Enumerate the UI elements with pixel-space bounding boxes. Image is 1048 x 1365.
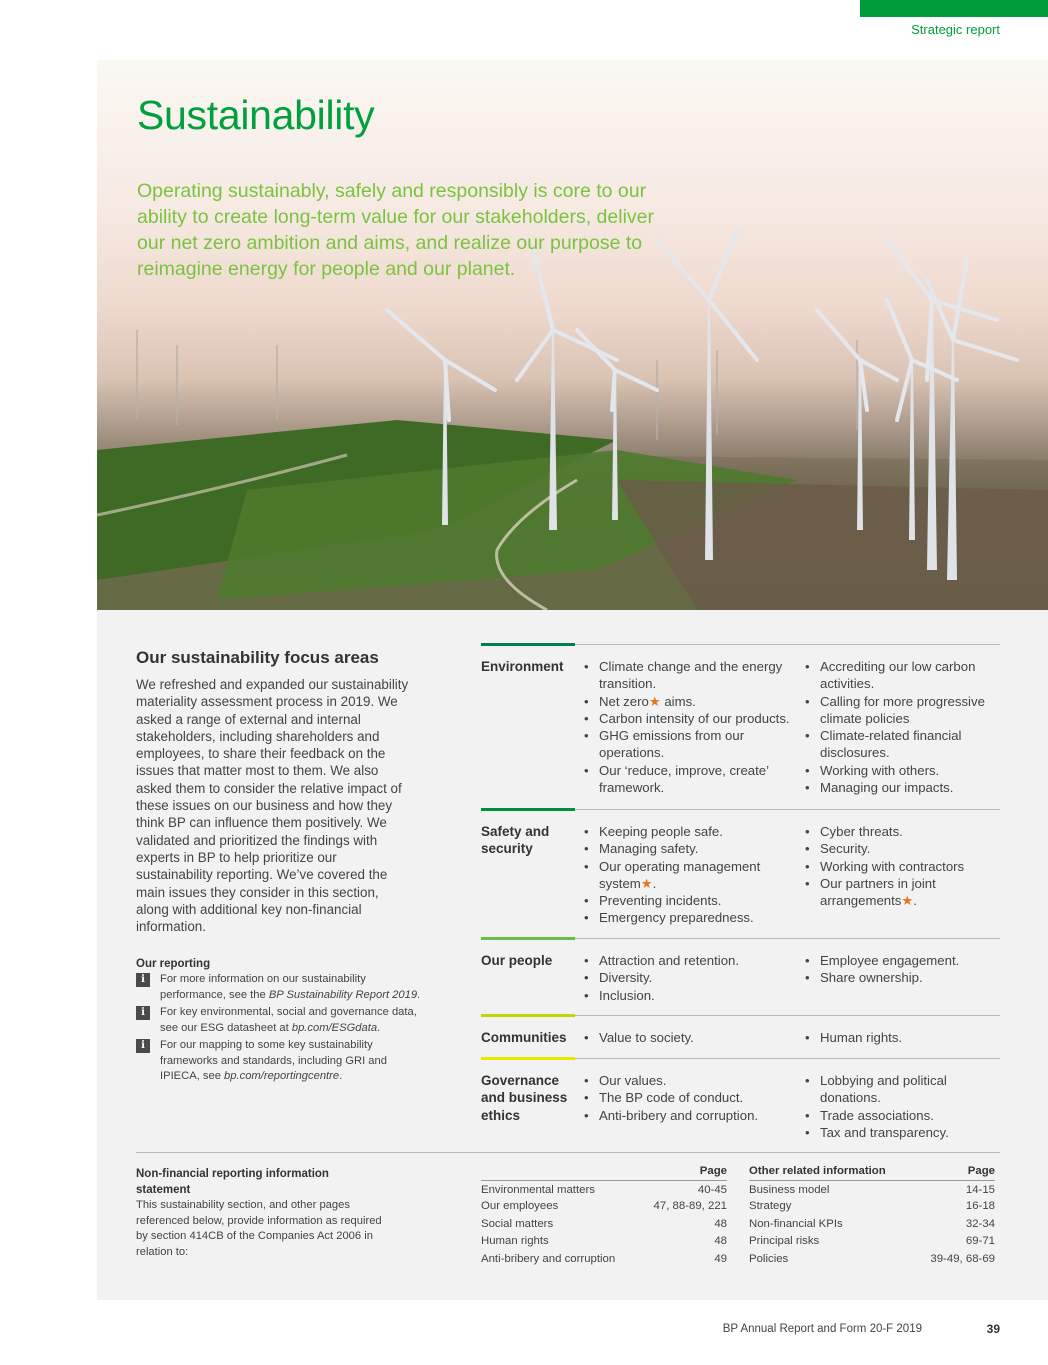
focus-area-item: • Climate change and the energy transition. xyxy=(583,658,801,693)
focus-area-list-left xyxy=(583,1072,801,1124)
topic-cell: Strategy xyxy=(749,1200,792,1213)
focus-area-item: • Cyber threats. xyxy=(804,823,1000,840)
reporting-item: i For our mapping to some key sustainability frameworks and standards, including GRI and IPIECA, see bp.com/reportingcentre. xyxy=(136,1038,426,1085)
esg-data-link[interactable]: bp.com/ESGdata xyxy=(291,1021,378,1034)
page-cell: 39-49, 68-69 xyxy=(930,1252,995,1265)
focus-area-list-right xyxy=(804,823,1000,909)
table-row xyxy=(749,1180,995,1198)
focus-area-item: • Tax and transparency. xyxy=(804,1124,1000,1141)
table-row xyxy=(481,1180,727,1198)
focus-area-item: • GHG emissions from our operations. xyxy=(583,727,801,762)
focus-area-title: Communities xyxy=(481,1030,567,1045)
topic-cell: Business model xyxy=(749,1184,830,1196)
page-cell: 47, 88-89, 221 xyxy=(653,1200,727,1213)
section-tab xyxy=(860,0,1048,17)
focus-area-item: • Share ownership. xyxy=(804,969,1000,986)
topic-cell: Anti-bribery and corruption xyxy=(481,1252,616,1265)
info-icon: i xyxy=(136,1006,150,1020)
glossary-star-icon: ★ xyxy=(640,875,653,891)
page-title: Sustainability xyxy=(137,92,375,138)
focus-area-item: • Working with contractors xyxy=(804,858,1000,875)
table-row xyxy=(749,1250,995,1268)
our-reporting xyxy=(136,958,426,1087)
section-label: Strategic report xyxy=(911,22,1000,37)
focus-area-list-left xyxy=(583,823,801,927)
non-financial-statement xyxy=(136,1167,386,1260)
focus-area-item: • Working with others. xyxy=(804,762,1000,779)
focus-area-list-right xyxy=(804,658,1000,796)
focus-area-list-left xyxy=(583,952,801,1004)
focus-area-item: • Diversity. xyxy=(583,969,801,986)
area-color-bar xyxy=(481,1057,575,1060)
table-row xyxy=(749,1215,995,1233)
section-divider xyxy=(136,1152,1000,1153)
reference-link[interactable]: BP Sustainability Report 2019 xyxy=(268,988,418,1001)
non-financial-body: This sustainability section, and other pages referenced below, provide information as required by section 414CB of the Companies Act 2006 in relation to: xyxy=(136,1199,382,1258)
page-cell: 49 xyxy=(714,1252,727,1265)
area-color-bar xyxy=(481,643,575,646)
focus-areas-body: We refreshed and expanded our sustainability materiality assessment process in 2019. We asked a range of external and internal stakeholders, including shareholders and employees, to share their feedback on the issues that matter most to them. We also asked them to consider the relative impact of these issues on our business and how they think BP can influence them positively. We validated and prioritized the findings with experts in BP to help prioritize our sustainability reporting. We’ve covered the main issues they consider in this section, along with additional key non-financial information. xyxy=(136,677,409,935)
page-number: 39 xyxy=(986,1322,1000,1336)
table-row xyxy=(749,1233,995,1251)
area-color-bar xyxy=(481,808,575,811)
focus-area-item: • Trade associations. xyxy=(804,1107,1000,1124)
focus-area-people xyxy=(481,938,1000,1015)
focus-area-item: • Climate-related financial disclosures. xyxy=(804,727,1000,762)
focus-area-item: • Our ‘reduce, improve, create’ framework. xyxy=(583,762,801,797)
topic-cell: Human rights xyxy=(481,1235,549,1248)
focus-area-title: Our people xyxy=(481,953,553,968)
focus-area-list-right xyxy=(804,1072,1000,1141)
focus-areas-list xyxy=(481,644,1000,1148)
focus-area-item: • Accrediting our low carbon activities. xyxy=(804,658,1000,693)
focus-area-list-left xyxy=(583,658,801,796)
focus-area-title: Safety and security xyxy=(481,824,550,857)
page-cell: 32-34 xyxy=(965,1217,995,1230)
table-row xyxy=(481,1198,727,1216)
focus-area-item: • Managing safety. xyxy=(583,840,801,857)
focus-area-governance xyxy=(481,1058,1000,1148)
page-cell: 69-71 xyxy=(965,1235,995,1248)
focus-area-environment xyxy=(481,644,1000,809)
table-header: Page xyxy=(640,1160,727,1180)
page-cell: 16-18 xyxy=(965,1200,995,1213)
glossary-star-icon: ★ xyxy=(901,893,914,909)
focus-area-list-left xyxy=(583,1029,801,1046)
topic-cell: Our employees xyxy=(481,1200,559,1213)
info-icon: i xyxy=(136,973,150,987)
publication-title: BP Annual Report and Form 20-F 2019 xyxy=(722,1323,922,1335)
reporting-item: i For more information on our sustainability performance, see the BP Sustainability Report 2019. xyxy=(136,972,426,1003)
page-cell: 48 xyxy=(714,1235,727,1248)
topic-cell: Policies xyxy=(749,1252,789,1265)
table-header xyxy=(481,1160,640,1180)
topic-cell: Social matters xyxy=(481,1217,554,1230)
table-header: Other related information xyxy=(749,1160,916,1180)
focus-area-safety xyxy=(481,809,1000,938)
focus-area-item: • Anti-bribery and corruption. xyxy=(583,1107,801,1124)
focus-area-item: • Lobbying and political donations. xyxy=(804,1072,1000,1107)
table-row xyxy=(749,1198,995,1216)
focus-area-item: • Our values. xyxy=(583,1072,801,1089)
focus-area-item: • Preventing incidents. xyxy=(583,892,801,909)
intro-statement: Operating sustainably, safely and responsibly is core to our ability to create long-term value for our stakeholders, deliver our net zero ambition and aims, and realize our purpose to reimagine energy for people and our planet. xyxy=(137,180,654,280)
table-row xyxy=(481,1215,727,1233)
reporting-centre-link[interactable]: bp.com/reportingcentre xyxy=(224,1070,340,1082)
focus-area-item: • Net zero★ aims. xyxy=(583,693,801,710)
focus-area-item: • Security. xyxy=(804,840,1000,857)
non-financial-matters-table xyxy=(481,1160,727,1268)
reporting-item: i For key environmental, social and governance data, see our ESG datasheet at bp.com/ESGdata. xyxy=(136,1005,426,1036)
focus-area-item: • Employee engagement. xyxy=(804,952,1000,969)
page-cell: 14-15 xyxy=(965,1184,995,1196)
focus-area-item: • Our operating management system★. xyxy=(583,858,801,893)
focus-area-item: • Calling for more progressive climate policies xyxy=(804,693,1000,728)
our-reporting-heading: Our reporting xyxy=(136,958,211,970)
focus-area-communities xyxy=(481,1015,1000,1058)
focus-area-item: • The BP code of conduct. xyxy=(583,1089,801,1106)
focus-area-title: Governance and business ethics xyxy=(481,1073,568,1123)
info-icon: i xyxy=(136,1039,150,1053)
non-financial-heading: Non-financial reporting information statement xyxy=(136,1168,329,1196)
glossary-star-icon: ★ xyxy=(648,693,661,709)
table-row xyxy=(481,1233,727,1251)
hero-photo-wind-farm xyxy=(97,60,1048,610)
table-row xyxy=(481,1250,727,1268)
area-color-bar xyxy=(481,937,575,940)
topic-cell: Non-financial KPIs xyxy=(749,1217,843,1230)
focus-area-list-right xyxy=(804,1029,1000,1046)
page-cell: 40-45 xyxy=(697,1184,727,1196)
wind-farm-illustration xyxy=(97,60,1048,610)
focus-area-item: • Human rights. xyxy=(804,1029,1000,1046)
area-color-bar xyxy=(481,1014,575,1017)
focus-area-item: • Attraction and retention. xyxy=(583,952,801,969)
focus-areas-heading: Our sustainability focus areas xyxy=(136,648,379,667)
table-header: Page xyxy=(916,1160,995,1180)
other-related-information-table xyxy=(749,1160,995,1268)
focus-area-item: • Managing our impacts. xyxy=(804,779,1000,796)
focus-area-item: • Value to society. xyxy=(583,1029,801,1046)
focus-area-item: • Keeping people safe. xyxy=(583,823,801,840)
focus-area-list-right xyxy=(804,952,1000,987)
focus-area-item: • Our partners in joint arrangements★. xyxy=(804,875,1000,910)
topic-cell: Principal risks xyxy=(749,1235,820,1248)
focus-area-title: Environment xyxy=(481,659,564,674)
focus-area-item: • Carbon intensity of our products. xyxy=(583,710,801,727)
focus-area-item: • Inclusion. xyxy=(583,987,801,1004)
topic-cell: Environmental matters xyxy=(481,1184,595,1196)
page-cell: 48 xyxy=(714,1217,727,1230)
focus-area-item: • Emergency preparedness. xyxy=(583,909,801,926)
